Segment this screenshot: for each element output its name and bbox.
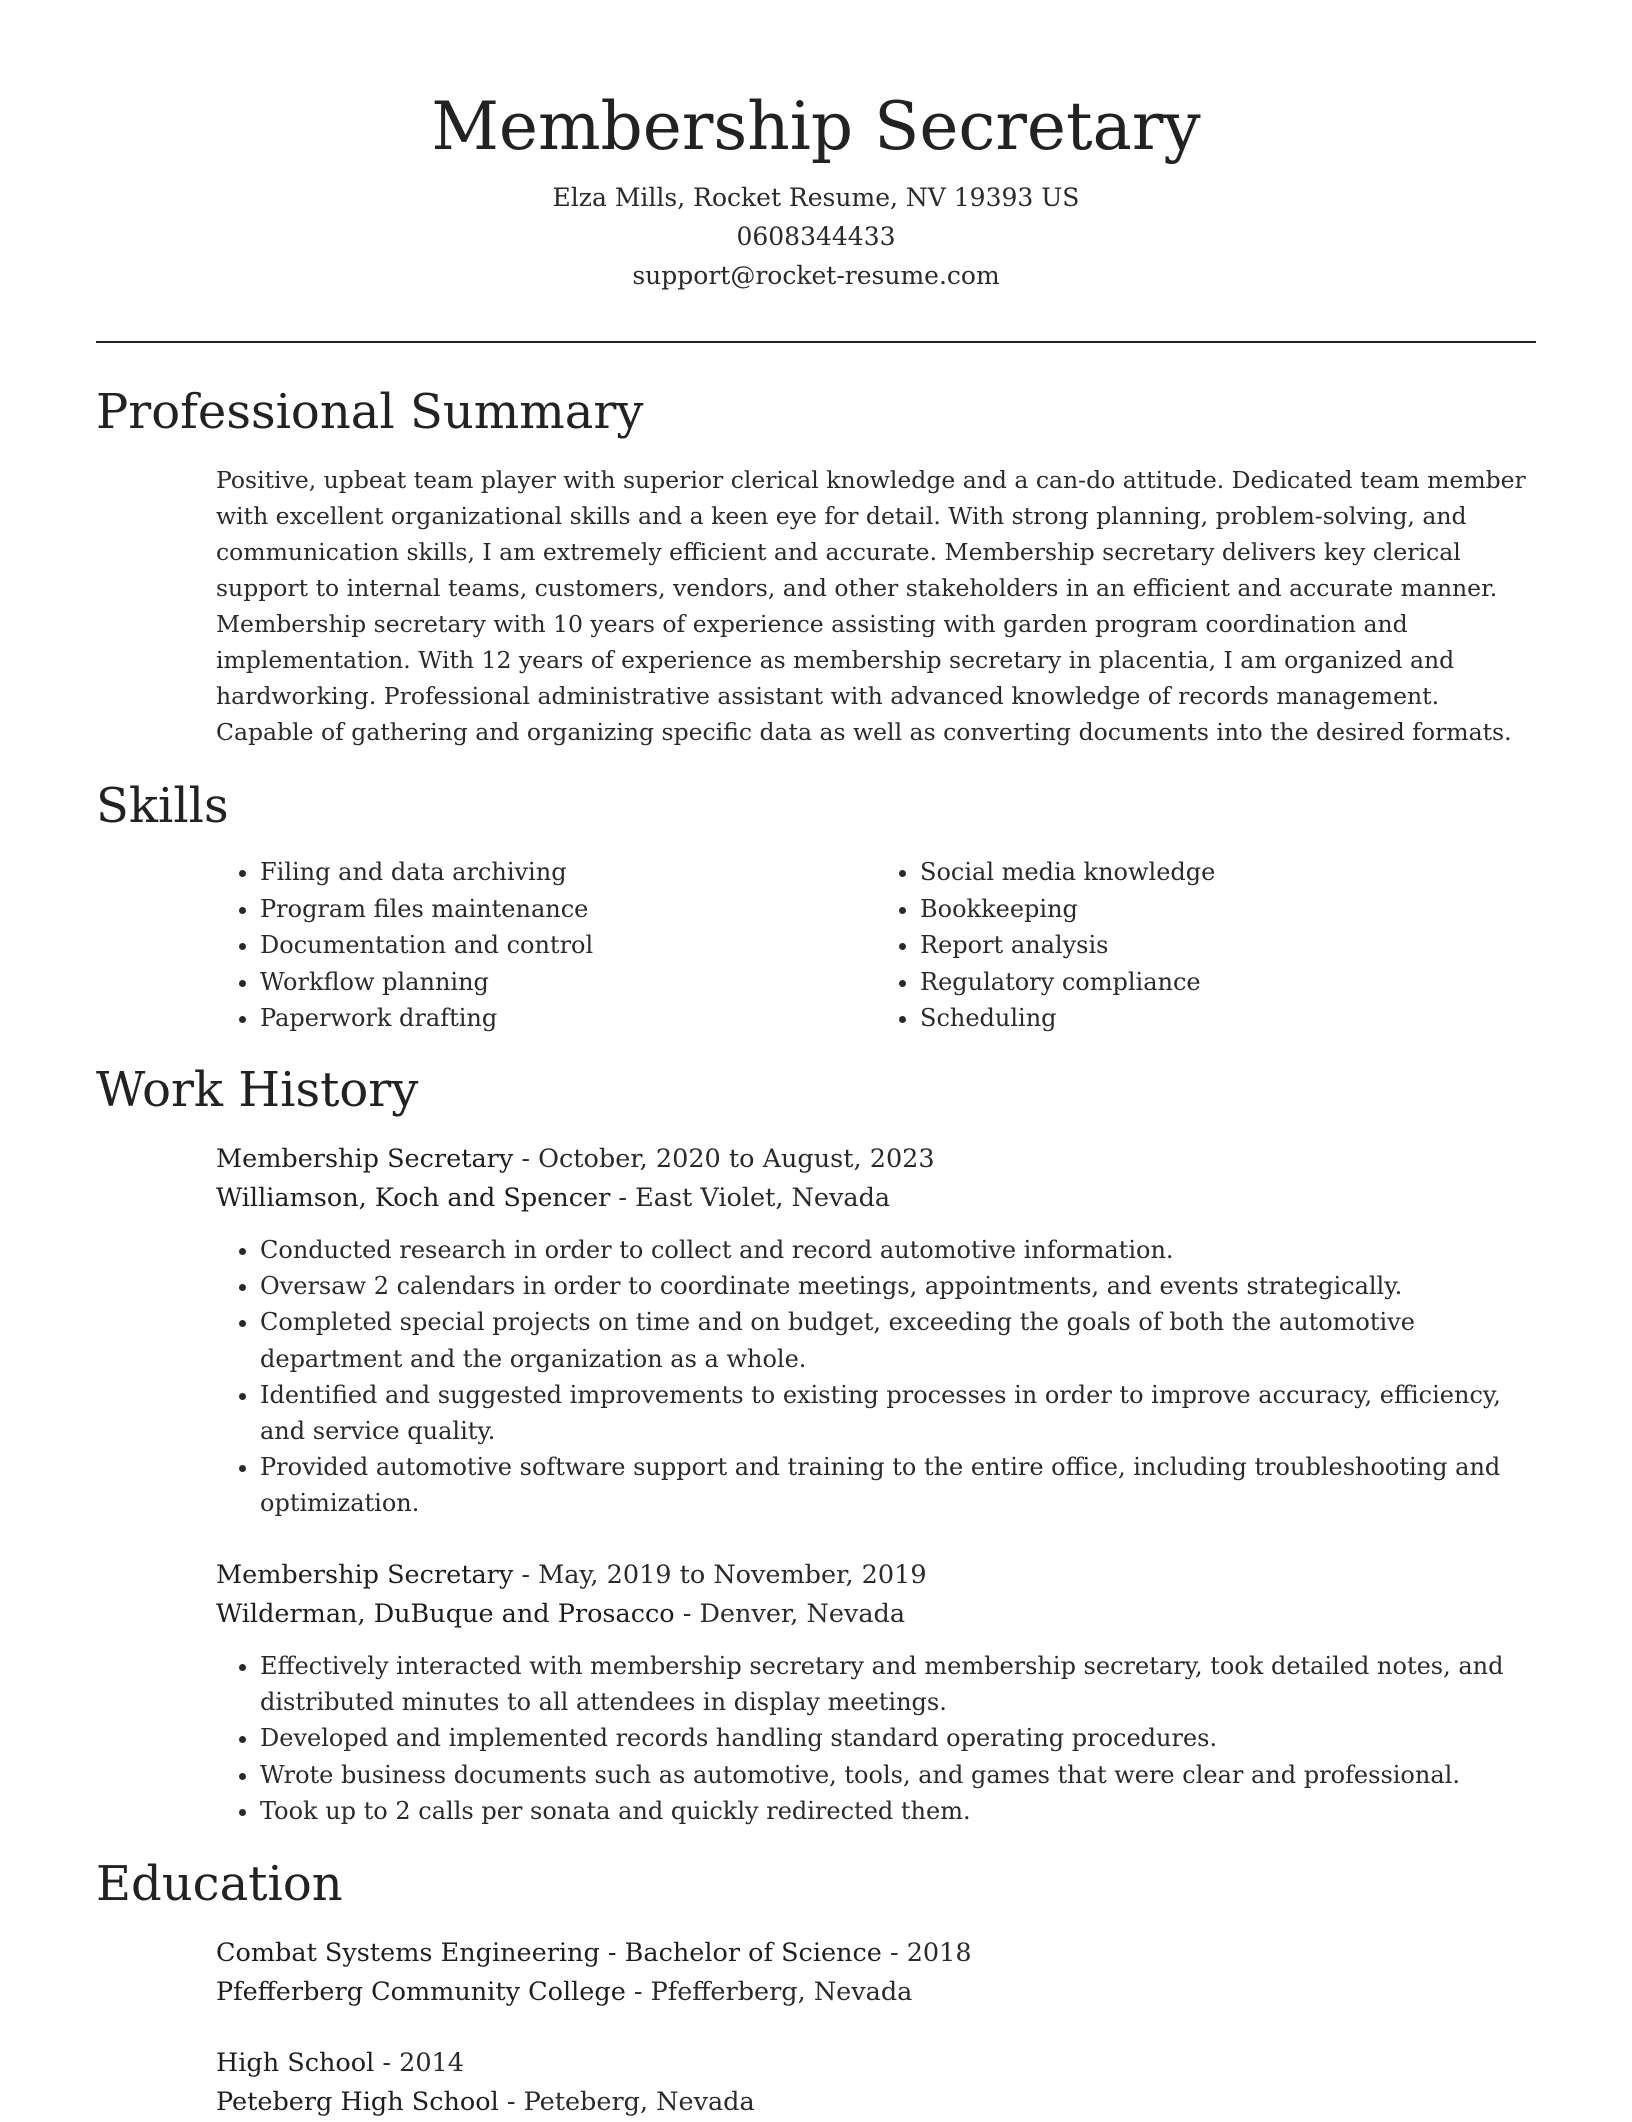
job-title-line: [216, 1140, 1540, 1179]
job-entry: [216, 1140, 1540, 1522]
skill-item: • Filing and data archiving: [260, 854, 876, 891]
job-bullets: [216, 1648, 1540, 1829]
education-degree-line: [216, 2044, 1540, 2083]
job-dates: - October, 2020 to August, 2023: [513, 1144, 935, 1174]
job-bullet: • Took up to 2 calls per sonata and quickly redirected them.: [260, 1793, 1540, 1829]
job-bullet: • Identified and suggested improvements to existing processes in order to improve accuracy, efficiency, and service quality.: [260, 1377, 1540, 1449]
skill-item: • Report analysis: [920, 927, 1536, 964]
header-divider: [96, 341, 1536, 343]
job-dates: - May, 2019 to November, 2019: [513, 1560, 927, 1590]
job-company-line: [216, 1179, 1540, 1218]
job-company: Williamson, Koch and Spencer: [216, 1183, 611, 1213]
skill-item: • Program files maintenance: [260, 891, 876, 928]
education-school-line: [216, 1973, 1540, 2012]
job-bullet: • Oversaw 2 calendars in order to coordinate meetings, appointments, and events strategically.: [260, 1268, 1540, 1304]
skill-item: • Social media knowledge: [920, 854, 1536, 891]
job-company: Wilderman, DuBuque and Prosacco: [216, 1599, 675, 1629]
education-school: Pfefferberg Community College: [216, 1977, 626, 2007]
skills-column-left: [216, 854, 876, 1037]
job-company-line: [216, 1595, 1540, 1634]
education-entry: [216, 2044, 1540, 2122]
education-degree: High School: [216, 2048, 375, 2078]
education-year: - 2018: [881, 1938, 972, 1968]
skill-item: • Regulatory compliance: [920, 964, 1536, 1001]
summary-text: Positive, upbeat team player with superior clerical knowledge and a can-do attitude. Dedicated team member with excellent organizational skills and a keen eye for detail. With strong planning, problem-solving, and communication skills, I am extremely efficient and accurate. Membership secretary delivers key clerical support to internal teams, customers, vendors, and other stakeholders in an efficient and accurate manner. Membership secretary with 10 years of experience assisting with garden program coordination and implementation. With 12 years of experience as membership secretary in placentia, I am organized and hardworking. Professional administrative assistant with advanced knowledge of records management. Capable of gathering and organizing specific data as well as converting documents into the desired formats.: [216, 466, 1526, 746]
job-bullet: • Completed special projects on time and on budget, exceeding the goals of both the automotive department and the organization as a whole.: [260, 1304, 1540, 1376]
contact-address: Elza Mills, Rocket Resume, NV 19393 US: [552, 183, 1080, 212]
job-role: Membership Secretary: [216, 1560, 514, 1590]
education-entry: [216, 1934, 1540, 2012]
job-location: - East Violet, Nevada: [610, 1183, 891, 1213]
job-title-line: [216, 1556, 1540, 1595]
section-title-education: Education: [96, 1856, 343, 1912]
skills-list: [216, 854, 1536, 1037]
section-title-skills: Skills: [96, 778, 229, 834]
section-title-work: Work History: [96, 1062, 419, 1118]
education-year: - 2014: [374, 2048, 465, 2078]
job-bullet: • Conducted research in order to collect and record automotive information.: [260, 1232, 1540, 1268]
skill-item: • Bookkeeping: [920, 891, 1536, 928]
job-bullet: • Effectively interacted with membership secretary and membership secretary, took detailed notes, and distributed minutes to all attendees in display meetings.: [260, 1648, 1540, 1720]
contact-info: [0, 178, 1632, 295]
skill-item: • Paperwork drafting: [260, 1000, 876, 1037]
job-location: - Denver, Nevada: [674, 1599, 906, 1629]
skills-column-right: [876, 854, 1536, 1037]
job-entry: [216, 1556, 1540, 1829]
education-location: - Peteberg, Nevada: [498, 2087, 755, 2117]
skill-item: • Documentation and control: [260, 927, 876, 964]
skill-item: • Scheduling: [920, 1000, 1536, 1037]
education-location: - Pfefferberg, Nevada: [625, 1977, 913, 2007]
contact-email: support@rocket-resume.com: [632, 261, 1000, 290]
education-degree-line: [216, 1934, 1540, 1973]
education-school: Peteberg High School: [216, 2087, 499, 2117]
job-bullets: [216, 1232, 1540, 1522]
resume-title: Membership Secretary: [431, 88, 1201, 165]
job-role: Membership Secretary: [216, 1144, 514, 1174]
education-school-line: [216, 2083, 1540, 2122]
skill-item: • Workflow planning: [260, 964, 876, 1001]
job-bullet: • Wrote business documents such as automotive, tools, and games that were clear and professional.: [260, 1757, 1540, 1793]
resume-header: [0, 0, 1632, 295]
job-bullet: • Developed and implemented records handling standard operating procedures.: [260, 1720, 1540, 1756]
contact-phone: 0608344433: [736, 222, 896, 251]
section-title-summary: Professional Summary: [96, 384, 644, 440]
education-degree: Combat Systems Engineering - Bachelor of Science: [216, 1938, 882, 1968]
job-bullet: • Provided automotive software support and training to the entire office, including troubleshooting and optimization.: [260, 1449, 1540, 1521]
